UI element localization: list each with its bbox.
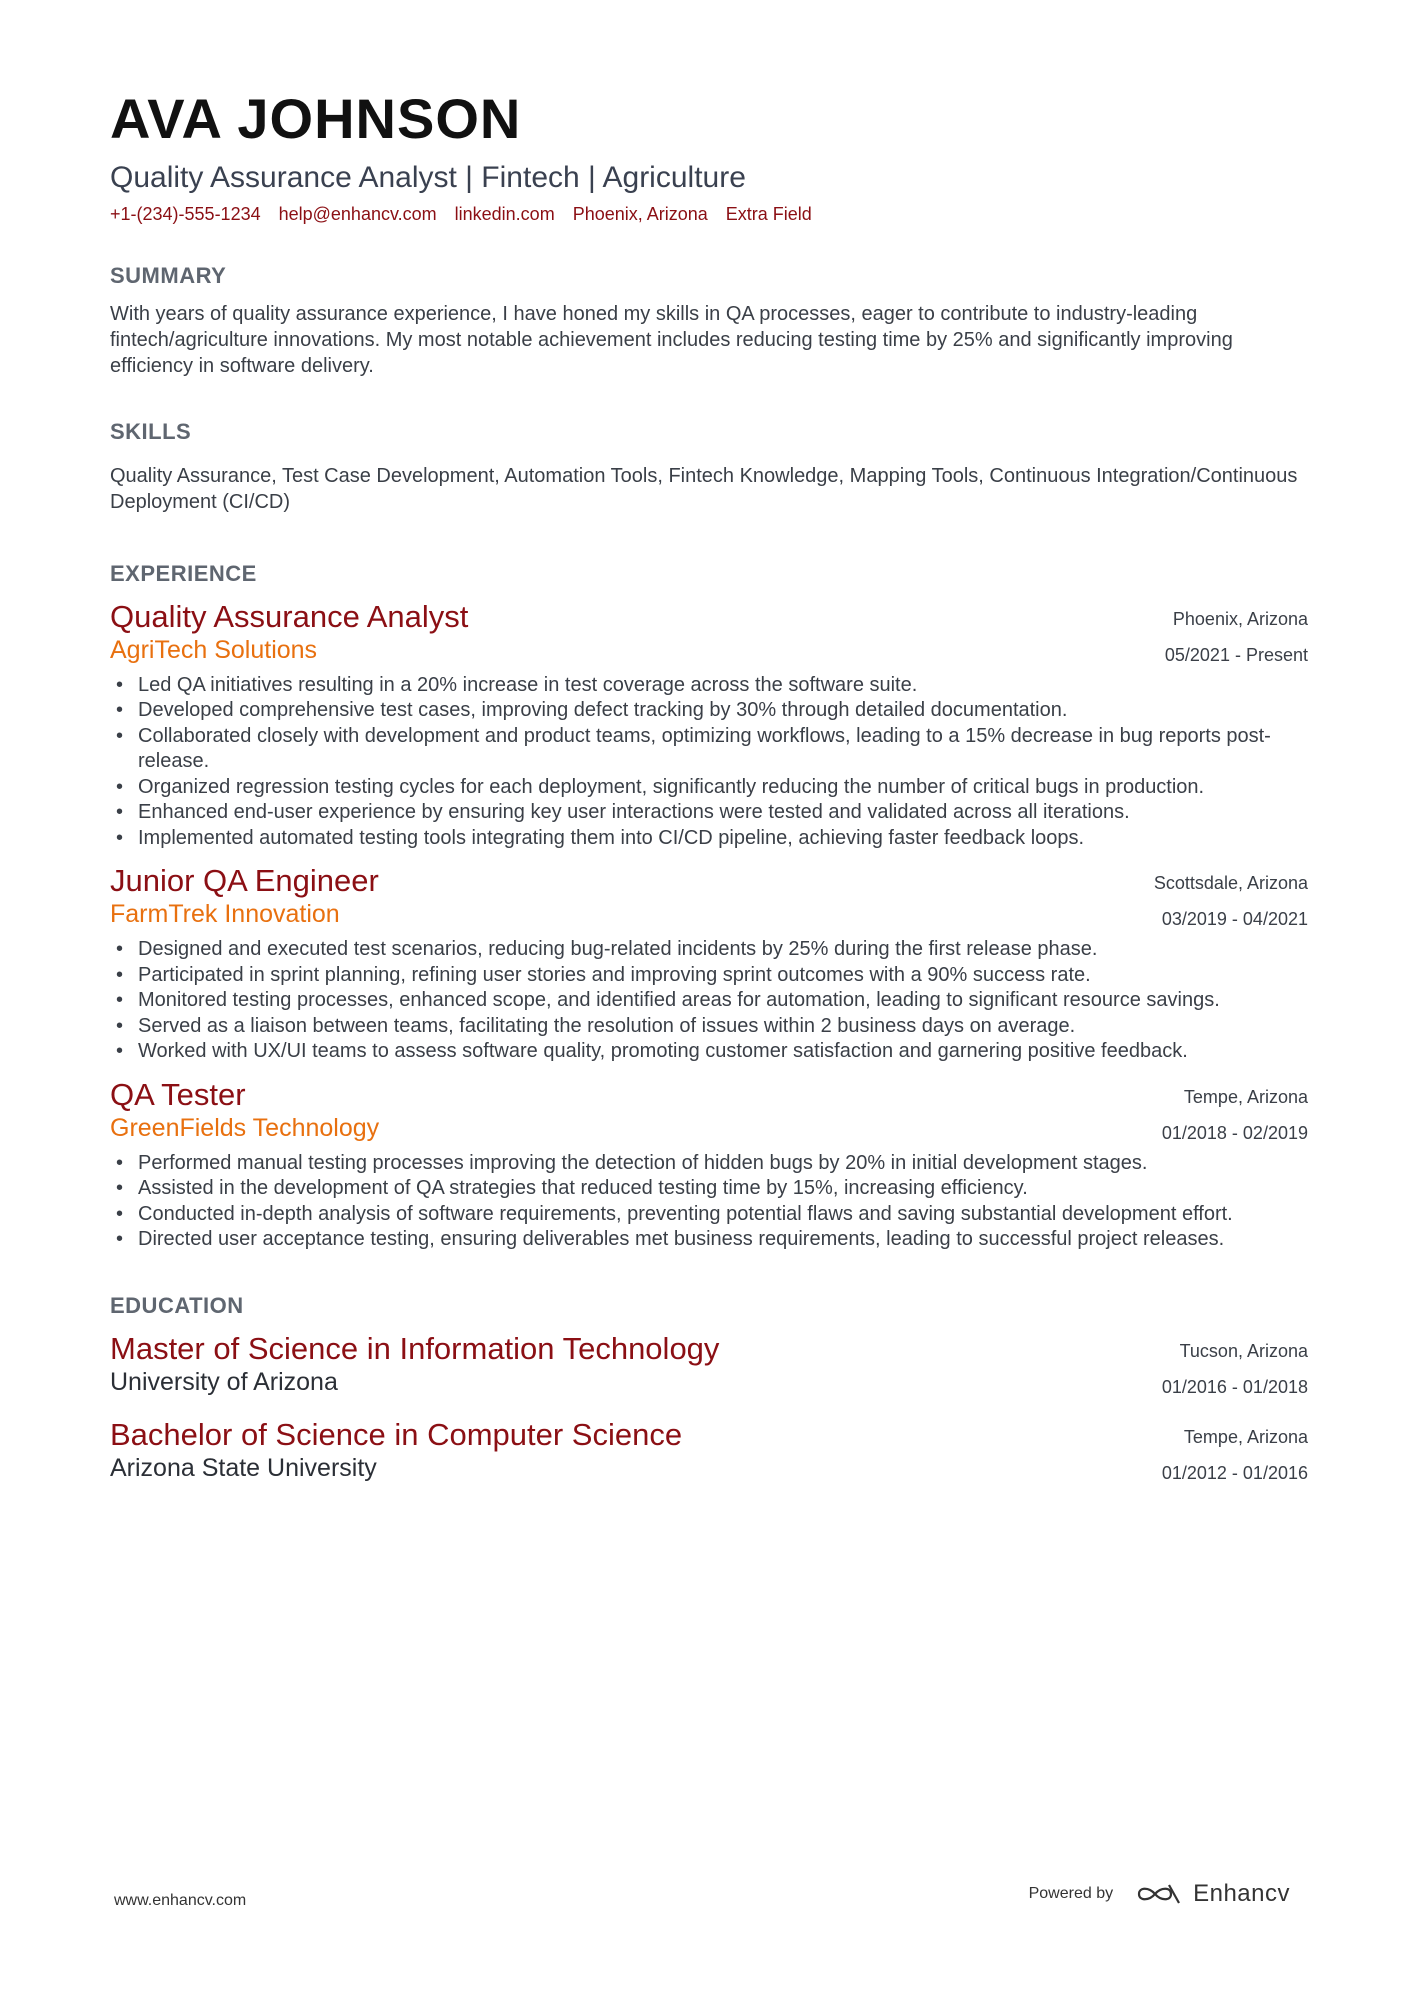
section-title-experience: EXPERIENCE <box>110 560 257 586</box>
bullet-item: • Led QA initiatives resulting in a 20% increase in test coverage across the software suite. <box>110 673 1308 699</box>
section-title-summary: SUMMARY <box>110 262 227 288</box>
skills-text: Quality Assurance, Test Case Development, Automation Tools, Fintech Knowledge, Mapping Tools, Continuous Integration/Continuous Deployment (CI/CD) <box>110 464 1298 513</box>
edu-school: Arizona State University <box>110 1453 377 1482</box>
bullet-item: • Implemented automated testing tools integrating them into CI/CD pipeline, achieving faster feedback loops. <box>110 826 1308 852</box>
skills-section <box>110 419 1308 515</box>
job-company: GreenFields Technology <box>110 1113 380 1142</box>
bullet-item: • Performed manual testing processes improving the detection of hidden bugs by 20% in initial development stages. <box>110 1151 1308 1177</box>
edu-school: University of Arizona <box>110 1367 338 1396</box>
job-meta <box>1165 601 1308 673</box>
job-bullets <box>110 937 1308 1065</box>
job-dates: 05/2021 - Present <box>1164 644 1308 665</box>
candidate-name: AVA JOHNSON <box>110 87 522 150</box>
education-entry <box>110 1331 1308 1397</box>
candidate-headline: Quality Assurance Analyst | Fintech | Agriculture <box>110 160 746 194</box>
job-company: FarmTrek Innovation <box>110 900 340 929</box>
experience-section <box>110 561 1308 1253</box>
bullet-item: • Assisted in the development of QA strategies that reduced testing time by 15%, increasing efficiency. <box>110 1176 1308 1202</box>
enhancv-wordmark: Enhancv <box>1193 1880 1290 1907</box>
bullet-item: • Enhanced end-user experience by ensuring key user interactions were tested and validated across all iterations. <box>110 800 1308 826</box>
job-location: Scottsdale, Arizona <box>1153 873 1308 894</box>
powered-by-label: Powered by <box>1028 1885 1114 1902</box>
job-bullets <box>110 673 1308 852</box>
edu-meta <box>1162 1333 1308 1405</box>
contact-info <box>110 204 1308 225</box>
edu-meta <box>1162 1419 1308 1491</box>
section-title-education: EDUCATION <box>110 1292 244 1318</box>
bullet-item: • Worked with UX/UI teams to assess software quality, promoting customer satisfaction and garnering positive feedback. <box>110 1039 1308 1065</box>
edu-dates: 01/2016 - 01/2018 <box>1161 1376 1308 1397</box>
contact-location: Phoenix, Arizona <box>572 203 708 224</box>
resume-header <box>110 87 1308 225</box>
contact-email[interactable]: help@enhancv.com <box>278 203 437 224</box>
bullet-item: • Designed and executed test scenarios, reducing bug-related incidents by 25% during the first release phase. <box>110 937 1308 963</box>
bullet-item: • Developed comprehensive test cases, improving defect tracking by 30% through detailed documentation. <box>110 698 1308 724</box>
footer-branding <box>1029 1880 1290 1908</box>
bullet-item: • Organized regression testing cycles for each deployment, significantly reducing the number of critical bugs in production. <box>110 775 1308 801</box>
edu-location: Tempe, Arizona <box>1183 1426 1308 1447</box>
summary-text: With years of quality assurance experience, I have honed my skills in QA processes, eager to contribute to industry-leading fintech/agriculture innovations. My most notable achievement includes reducing testing time by 25% and significantly improving efficiency in software delivery. <box>110 302 1233 377</box>
enhancv-logo[interactable] <box>1135 1880 1290 1908</box>
edu-degree: Bachelor of Science in Computer Science <box>110 1416 683 1452</box>
job-company: AgriTech Solutions <box>110 635 318 664</box>
job-meta <box>1154 865 1308 937</box>
edu-degree: Master of Science in Information Technology <box>110 1330 720 1366</box>
section-title-skills: SKILLS <box>110 418 192 444</box>
job-meta <box>1162 1079 1308 1151</box>
bullet-item: • Served as a liaison between teams, facilitating the resolution of issues within 2 business days on average. <box>110 1014 1308 1040</box>
job-location: Phoenix, Arizona <box>1172 608 1308 629</box>
resume-page <box>110 87 1308 1483</box>
bullet-item: • Participated in sprint planning, refining user stories and improving sprint outcomes with a 90% success rate. <box>110 963 1308 989</box>
contact-extra-field: Extra Field <box>725 203 812 224</box>
contact-linkedin[interactable]: linkedin.com <box>454 203 555 224</box>
bullet-item: • Conducted in-depth analysis of software requirements, preventing potential flaws and saving substantial development effort. <box>110 1202 1308 1228</box>
job-location: Tempe, Arizona <box>1183 1086 1308 1107</box>
job-dates: 01/2018 - 02/2019 <box>1161 1122 1308 1143</box>
edu-dates: 01/2012 - 01/2016 <box>1161 1462 1308 1483</box>
job-title: QA Tester <box>110 1076 246 1112</box>
job-entry <box>110 863 1308 1065</box>
edu-location: Tucson, Arizona <box>1179 1340 1308 1361</box>
bullet-item: • Monitored testing processes, enhanced scope, and identified areas for automation, leading to significant resource savings. <box>110 988 1308 1014</box>
job-dates: 03/2019 - 04/2021 <box>1161 909 1308 930</box>
education-section <box>110 1293 1308 1483</box>
footer-website-link[interactable]: www.enhancv.com <box>114 1892 247 1909</box>
education-entry <box>110 1417 1308 1483</box>
job-title: Junior QA Engineer <box>110 863 379 899</box>
job-bullets <box>110 1151 1308 1253</box>
job-entry <box>110 1077 1308 1253</box>
contact-phone[interactable]: +1-(234)-555-1234 <box>110 203 261 224</box>
summary-section <box>110 263 1308 379</box>
job-entry <box>110 599 1308 852</box>
job-title: Quality Assurance Analyst <box>110 598 469 634</box>
bullet-item: • Collaborated closely with development and product teams, optimizing workflows, leading to a 15% decrease in bug reports post-release. <box>110 724 1308 775</box>
enhancv-logo-icon <box>1135 1881 1183 1907</box>
bullet-item: • Directed user acceptance testing, ensuring deliverables met business requirements, leading to successful project releases. <box>110 1227 1308 1253</box>
